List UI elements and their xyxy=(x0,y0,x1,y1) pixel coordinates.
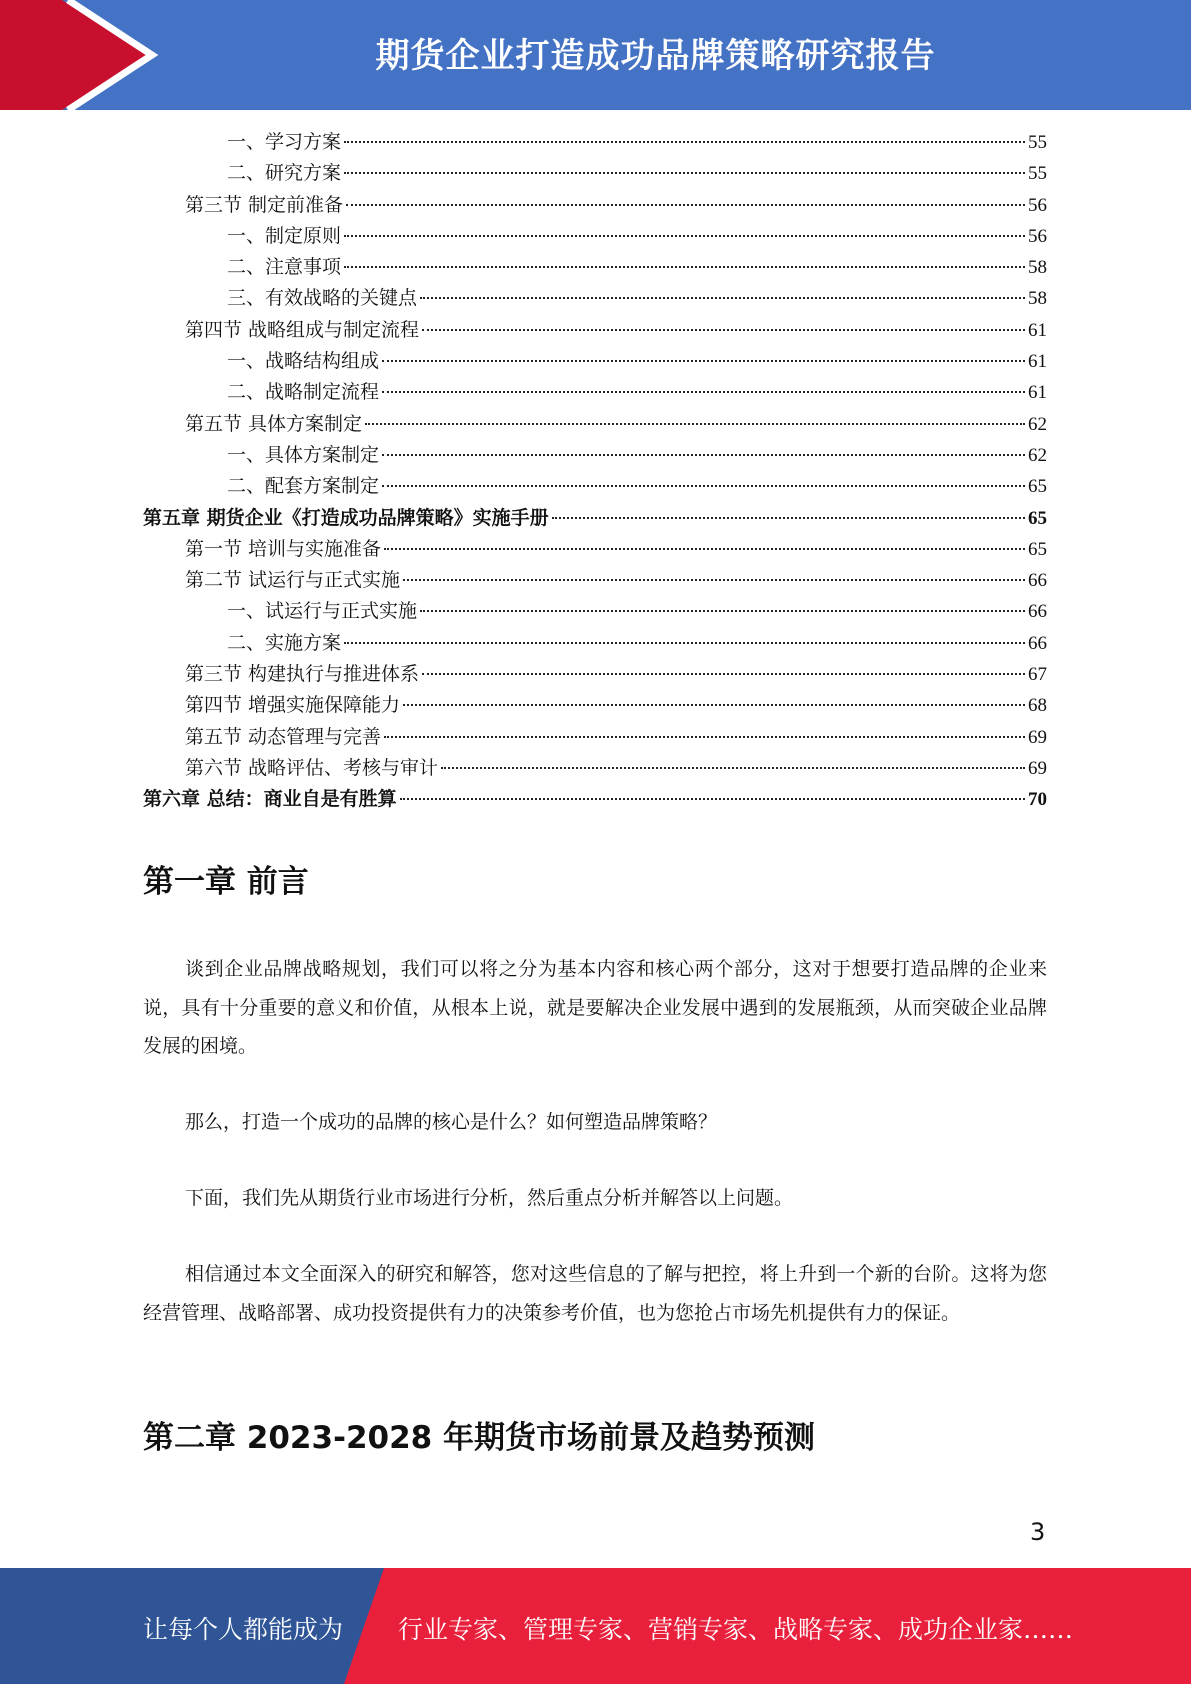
toc-entry-page: 66 xyxy=(1028,601,1047,623)
toc-entry-page: 70 xyxy=(1028,789,1047,811)
toc-leader-dots xyxy=(441,767,1025,769)
toc-entry-page: 58 xyxy=(1028,288,1047,310)
toc-entry[interactable] xyxy=(143,565,1047,596)
toc-leader-dots xyxy=(365,423,1025,425)
toc-entry-title: 第五节 具体方案制定 xyxy=(185,412,363,435)
toc-entry[interactable] xyxy=(143,659,1047,690)
page-header xyxy=(0,0,1191,110)
toc-leader-dots xyxy=(403,579,1025,581)
toc-entry-page: 69 xyxy=(1028,726,1047,748)
toc-leader-dots xyxy=(382,391,1025,393)
toc-entry[interactable] xyxy=(143,346,1047,377)
toc-entry[interactable] xyxy=(143,596,1047,627)
toc-entry-page: 62 xyxy=(1028,444,1047,466)
toc-leader-dots xyxy=(384,548,1025,550)
toc-entry[interactable] xyxy=(143,628,1047,659)
chapter-1-heading: 第一章 前言 xyxy=(143,864,309,900)
toc-entry-title: 第五节 动态管理与完善 xyxy=(185,725,382,748)
toc-entry-page: 55 xyxy=(1028,163,1047,185)
toc-leader-dots xyxy=(420,297,1025,299)
chapter-2-heading: 第二章 2023-2028 年期货市场前景及趋势预测 xyxy=(143,1420,816,1456)
toc-entry[interactable] xyxy=(143,377,1047,408)
toc-entry[interactable] xyxy=(143,221,1047,252)
toc-leader-dots xyxy=(422,329,1025,331)
toc-entry[interactable] xyxy=(143,127,1047,158)
toc-entry-title: 一、学习方案 xyxy=(227,131,342,153)
toc-leader-dots xyxy=(384,736,1025,738)
toc-entry-title: 一、具体方案制定 xyxy=(227,443,380,466)
toc-entry-page: 66 xyxy=(1028,570,1047,592)
toc-leader-dots xyxy=(422,673,1025,675)
table-of-contents xyxy=(143,127,1047,816)
chapter-1-paragraph-2: 那么，打造一个成功的品牌的核心是什么？如何塑造品牌策略？ xyxy=(185,1111,718,1133)
toc-entry[interactable] xyxy=(143,283,1047,314)
toc-entry-title: 二、实施方案 xyxy=(227,631,342,654)
toc-leader-dots xyxy=(552,517,1025,519)
toc-entry-page: 68 xyxy=(1028,695,1047,717)
chapter-1-paragraph-3: 下面，我们先从期货行业市场进行分析，然后重点分析并解答以上问题。 xyxy=(185,1187,794,1209)
toc-entry-page: 61 xyxy=(1028,382,1047,404)
footer-slogan-left: 让每个人都能成为 xyxy=(143,1615,344,1644)
toc-leader-dots xyxy=(344,266,1025,268)
toc-entry[interactable] xyxy=(143,440,1047,471)
toc-entry-page: 66 xyxy=(1028,632,1047,654)
toc-entry-title: 第六章 总结：商业自是有胜算 xyxy=(143,788,397,811)
toc-entry-page: 58 xyxy=(1028,257,1047,279)
toc-entry-page: 62 xyxy=(1028,413,1047,435)
toc-entry[interactable] xyxy=(143,503,1047,534)
toc-leader-dots xyxy=(420,610,1025,612)
chapter-1-paragraph-4: 相信通过本文全面深入的研究和解答，您对这些信息的了解与把控，将上升到一个新的台阶。这将为您经营管理、战略部署、成功投资提供有力的决策参考价值，也为您抢占市场先机提供有力的保证。 xyxy=(143,1263,1047,1324)
footer-slogan-right: 行业专家、管理专家、营销专家、战略专家、成功企业家…… xyxy=(398,1615,1074,1644)
toc-entry[interactable] xyxy=(143,315,1047,346)
toc-entry-title: 一、制定原则 xyxy=(227,224,342,247)
page-footer xyxy=(0,1568,1191,1684)
toc-entry-page: 56 xyxy=(1028,225,1047,247)
toc-entry[interactable] xyxy=(143,722,1047,753)
toc-entry-page: 65 xyxy=(1028,507,1047,529)
toc-leader-dots xyxy=(382,454,1025,456)
toc-entry-title: 第三节 制定前准备 xyxy=(185,193,344,216)
toc-entry-title: 二、注意事项 xyxy=(227,256,342,279)
toc-entry[interactable] xyxy=(143,252,1047,283)
toc-leader-dots xyxy=(382,360,1025,362)
toc-entry-page: 55 xyxy=(1028,132,1047,153)
toc-entry-page: 65 xyxy=(1028,476,1047,498)
toc-entry-title: 一、战略结构组成 xyxy=(227,350,380,373)
chapter-1-paragraph-1: 谈到企业品牌战略规划，我们可以将之分为基本内容和核心两个部分，这对于想要打造品牌的企业来说，具有十分重要的意义和价值，从根本上说，就是要解决企业发展中遇到的发展瓶颈，从而突破企业品牌发展的困境。 xyxy=(143,958,1047,1057)
toc-entry-title: 二、研究方案 xyxy=(227,162,342,185)
toc-entry[interactable] xyxy=(143,158,1047,189)
toc-leader-dots xyxy=(344,642,1025,644)
toc-entry-title: 第二节 试运行与正式实施 xyxy=(185,569,401,592)
toc-entry[interactable] xyxy=(143,471,1047,502)
toc-entry-page: 61 xyxy=(1028,351,1047,373)
toc-entry[interactable] xyxy=(143,409,1047,440)
document-title: 期货企业打造成功品牌策略研究报告 xyxy=(375,36,936,76)
toc-leader-dots xyxy=(400,798,1025,800)
toc-entry[interactable] xyxy=(143,753,1047,784)
toc-leader-dots xyxy=(344,235,1025,237)
toc-entry-title: 第五章 期货企业《打造成功品牌策略》实施手册 xyxy=(143,506,549,529)
toc-entry-title: 第四节 战略组成与制定流程 xyxy=(185,318,420,341)
toc-entry-title: 第三节 构建执行与推进体系 xyxy=(185,663,420,686)
toc-entry-title: 一、试运行与正式实施 xyxy=(227,600,418,623)
toc-entry-title: 第六节 战略评估、考核与审计 xyxy=(185,756,439,779)
toc-entry-title: 二、战略制定流程 xyxy=(227,381,380,404)
toc-entry-title: 二、配套方案制定 xyxy=(227,475,380,498)
toc-leader-dots xyxy=(346,204,1025,206)
toc-entry-title: 第四节 增强实施保障能力 xyxy=(185,694,401,717)
toc-leader-dots xyxy=(344,141,1025,143)
toc-entry-page: 67 xyxy=(1028,664,1047,686)
toc-entry-title: 三、有效战略的关键点 xyxy=(227,287,418,310)
toc-entry[interactable] xyxy=(143,784,1047,815)
toc-leader-dots xyxy=(344,172,1025,174)
toc-entry-page: 56 xyxy=(1028,194,1047,216)
toc-entry[interactable] xyxy=(143,690,1047,721)
toc-entry-page: 65 xyxy=(1028,538,1047,560)
toc-entry[interactable] xyxy=(143,190,1047,221)
toc-leader-dots xyxy=(403,704,1025,706)
toc-entry-page: 69 xyxy=(1028,757,1047,779)
toc-leader-dots xyxy=(382,485,1025,487)
toc-entry-page: 61 xyxy=(1028,319,1047,341)
toc-entry[interactable] xyxy=(143,534,1047,565)
page-number: 3 xyxy=(1030,1518,1046,1546)
toc-entry-title: 第一节 培训与实施准备 xyxy=(185,537,382,560)
